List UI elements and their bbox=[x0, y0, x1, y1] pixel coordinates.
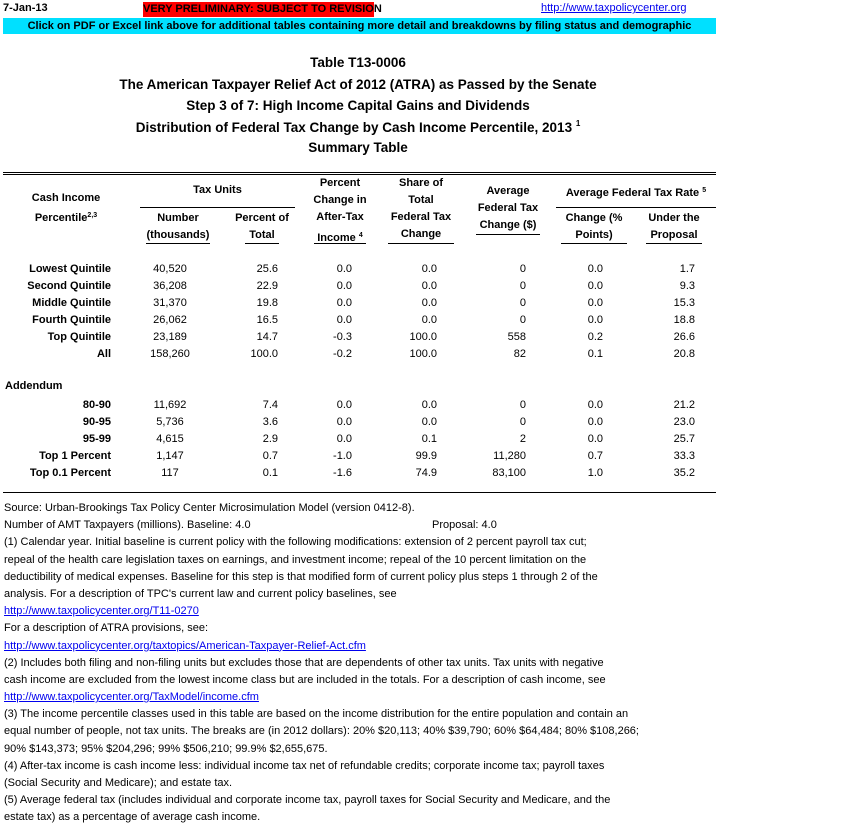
share-cell: 0.0 bbox=[421, 280, 437, 292]
table-row bbox=[0, 448, 716, 465]
table-bottom-rule bbox=[3, 492, 716, 493]
source-note: Source: Urban-Brookings Tax Policy Center Microsimulation Model (version 0412-8). bbox=[4, 502, 415, 514]
pct-change-cell: 0.0 bbox=[336, 314, 352, 326]
col-header-rate-change-2: Points) bbox=[575, 229, 613, 241]
avg-change-cell: 2 bbox=[519, 433, 526, 445]
cash-income-link[interactable]: http://www.taxpolicycenter.org/TaxModel/income.cfm bbox=[4, 691, 259, 704]
col-header-avg-rate: Average Federal Tax Rate $^5$ bbox=[565, 187, 707, 199]
avg-change-cell: 0 bbox=[519, 297, 526, 309]
number-cell: 40,520 bbox=[153, 263, 187, 275]
col-header-number-2: (thousands) bbox=[146, 229, 210, 241]
tpc-home-link[interactable]: http://www.taxpolicycenter.org bbox=[541, 2, 687, 14]
col-header-pct-change-4: Income $^4$ bbox=[317, 232, 363, 244]
table-id-title: Table T13-0006 bbox=[310, 55, 406, 70]
rate-under-underline bbox=[646, 243, 702, 244]
col-header-pct-total-1: Percent of bbox=[235, 212, 289, 224]
table-row bbox=[0, 261, 716, 278]
share-cell: 0.0 bbox=[421, 416, 437, 428]
footnotes bbox=[4, 500, 718, 827]
row-label: 95-99 bbox=[82, 433, 111, 445]
rate-under-cell: 9.3 bbox=[679, 280, 695, 292]
pct-change-cell: 0.0 bbox=[336, 416, 352, 428]
note-5-line-b: estate tax) as a percentage of average cash income. bbox=[4, 811, 261, 824]
rate-change-cell: 0.1 bbox=[587, 348, 603, 360]
table-row bbox=[0, 346, 716, 363]
preliminary-warning-badge: VERY PRELIMINARY: SUBJECT TO REVISION bbox=[143, 3, 382, 15]
avg-change-cell: 0 bbox=[519, 399, 526, 411]
pct-change-cell: -1.6 bbox=[333, 467, 352, 479]
pct-total-cell: 22.9 bbox=[256, 280, 278, 292]
row-label: Fourth Quintile bbox=[32, 314, 111, 326]
rate-change-cell: 0.0 bbox=[587, 263, 603, 275]
table-title-line1: The American Taxpayer Relief Act of 2012 (ATRA) as Passed by the Senate bbox=[119, 77, 597, 92]
row-label: Second Quintile bbox=[27, 280, 111, 292]
baseline-link[interactable]: http://www.taxpolicycenter.org/T11-0270 bbox=[4, 605, 199, 618]
pct-total-cell: 25.6 bbox=[256, 263, 278, 275]
pct-total-cell: 14.7 bbox=[256, 331, 278, 343]
addendum-label: Addendum bbox=[5, 380, 63, 392]
row-label: All bbox=[96, 348, 111, 360]
number-cell: 117 bbox=[161, 467, 179, 479]
avg-change-cell: 11,280 bbox=[493, 450, 526, 462]
share-cell: 0.0 bbox=[421, 399, 437, 411]
note-1-line-b: repeal of the health care legislation taxes on earnings, and investment income; repeal of the 10 percent limitation on the bbox=[4, 553, 587, 566]
col-header-pct-change-1: Percent bbox=[319, 177, 361, 189]
number-cell: 158,260 bbox=[150, 348, 190, 360]
share-cell: 0.0 bbox=[421, 314, 437, 326]
number-cell: 4,615 bbox=[156, 433, 184, 445]
col-header-pct-total-2: Total bbox=[249, 229, 275, 241]
col-header-cash-income: Cash Income bbox=[31, 192, 101, 204]
pct-total-cell: 19.8 bbox=[256, 297, 278, 309]
date-label: 7-Jan-13 bbox=[3, 2, 48, 14]
avg-change-cell: 0 bbox=[519, 314, 526, 326]
pct-change-underline bbox=[314, 243, 366, 244]
row-label: Top 0.1 Percent bbox=[29, 467, 111, 479]
number-cell: 11,692 bbox=[153, 399, 187, 411]
rate-under-cell: 33.3 bbox=[673, 450, 695, 462]
atra-link[interactable]: http://www.taxpolicycenter.org/taxtopics/American-Taxpayer-Relief-Act.cfm bbox=[4, 639, 366, 652]
table-row bbox=[0, 329, 716, 346]
avg-change-underline bbox=[476, 234, 540, 235]
col-header-share-3: Federal Tax bbox=[390, 211, 452, 223]
rate-change-cell: 0.2 bbox=[587, 331, 603, 343]
avg-rate-underline bbox=[556, 207, 716, 208]
pct-change-cell: -0.3 bbox=[333, 331, 352, 343]
rate-under-cell: 25.7 bbox=[673, 433, 695, 445]
table-title-line3: Distribution of Federal Tax Change by Cash Income Percentile, 2013 $^1$ bbox=[135, 119, 581, 135]
col-header-avg-change-3: Change ($) bbox=[479, 219, 537, 231]
note-2-line-a: (2) Includes both filing and non-filing units but excludes those that are dependents of other tax units. Tax units with negative bbox=[4, 656, 604, 669]
table-top-rule bbox=[3, 172, 716, 173]
number-cell: 23,189 bbox=[153, 331, 187, 343]
share-cell: 74.9 bbox=[415, 467, 437, 479]
note-3-line-c: 90% $143,373; 95% $204,296; 99% $506,210; 99.9% $2,655,675. bbox=[4, 742, 328, 755]
col-header-pct-change-2: Change in bbox=[313, 194, 367, 206]
rate-under-cell: 18.8 bbox=[673, 314, 695, 326]
row-label: 80-90 bbox=[82, 399, 111, 411]
amt-note: Number of AMT Taxpayers (millions). Baseline: 4.0 Proposal: 4.0 bbox=[4, 519, 497, 532]
rate-change-cell: 0.0 bbox=[587, 416, 603, 428]
table-title-line4: Summary Table bbox=[308, 140, 408, 155]
note-3-line-a: (3) The income percentile classes used in this table are based on the income distribution for the entire population and contain an bbox=[4, 708, 629, 721]
table-row bbox=[0, 278, 716, 295]
note-1-line-c: deductibility of medical expenses. Baseline for this step is that modified form of current policy plus steps 1 through 2 of the bbox=[4, 570, 598, 583]
rate-change-cell: 0.0 bbox=[587, 297, 603, 309]
share-cell: 100.0 bbox=[409, 348, 437, 360]
avg-change-cell: 0 bbox=[519, 263, 526, 275]
rate-under-cell: 23.0 bbox=[673, 416, 695, 428]
table-title-line2: Step 3 of 7: High Income Capital Gains and Dividends bbox=[186, 98, 530, 113]
note-4-line-a: (4) After-tax income is cash income less: individual income tax net of refundable credits; corporate income tax; payroll taxes bbox=[4, 759, 605, 772]
share-cell: 99.9 bbox=[415, 450, 437, 462]
number-cell: 1,147 bbox=[156, 450, 184, 462]
avg-change-cell: 0 bbox=[519, 416, 526, 428]
col-header-avg-change-2: Federal Tax bbox=[477, 202, 539, 214]
pct-change-cell: -0.2 bbox=[333, 348, 352, 360]
note-4-line-b: (Social Security and Medicare); and estate tax. bbox=[4, 777, 233, 789]
rate-change-cell: 0.7 bbox=[587, 450, 603, 462]
rate-change-underline bbox=[561, 243, 627, 244]
col-header-share-2: Total bbox=[408, 194, 434, 206]
avg-change-cell: 83,100 bbox=[492, 467, 526, 479]
row-label: Lowest Quintile bbox=[29, 263, 111, 275]
atra-note: For a description of ATRA provisions, see: bbox=[4, 622, 208, 635]
rate-change-cell: 1.0 bbox=[587, 467, 603, 479]
pct-total-cell: 100.0 bbox=[250, 348, 278, 360]
table-row bbox=[0, 431, 716, 448]
avg-change-cell: 0 bbox=[519, 280, 526, 292]
share-cell: 0.1 bbox=[421, 433, 437, 445]
pct-change-cell: 0.0 bbox=[336, 263, 352, 275]
pct-total-cell: 7.4 bbox=[262, 399, 278, 411]
row-label: Middle Quintile bbox=[32, 297, 111, 309]
row-label: 90-95 bbox=[82, 416, 111, 428]
pct-total-cell: 0.7 bbox=[262, 450, 278, 462]
col-header-tax-units: Tax Units bbox=[193, 184, 242, 196]
row-label: Top 1 Percent bbox=[39, 450, 111, 462]
rate-under-cell: 15.3 bbox=[673, 297, 695, 309]
rate-change-cell: 0.0 bbox=[587, 399, 603, 411]
table-row bbox=[0, 295, 716, 312]
table-row bbox=[0, 397, 716, 414]
number-cell: 26,062 bbox=[153, 314, 187, 326]
pct-change-cell: 0.0 bbox=[336, 433, 352, 445]
pct-total-cell: 2.9 bbox=[262, 433, 278, 445]
col-header-rate-under-2: Proposal bbox=[650, 229, 698, 241]
pct-total-underline bbox=[245, 243, 279, 244]
rate-under-cell: 1.7 bbox=[679, 263, 695, 275]
table-row bbox=[0, 312, 716, 329]
note-5-line-a: (5) Average federal tax (includes individual and corporate income tax, payroll taxes for Social Security and Medicare, and the bbox=[4, 794, 611, 807]
col-header-share-4: Change bbox=[400, 228, 442, 240]
rate-under-cell: 26.6 bbox=[673, 331, 695, 343]
note-2-line-b: cash income are excluded from the lowest income class but are included in the totals. For a description of cash income, see bbox=[4, 673, 606, 686]
note-1-line-a: (1) Calendar year. Initial baseline is current policy with the following modifications: extension of 2 percent payroll tax cut; bbox=[4, 536, 587, 549]
col-header-rate-under-1: Under the bbox=[648, 212, 700, 224]
rate-under-cell: 21.2 bbox=[673, 399, 695, 411]
rate-change-cell: 0.0 bbox=[587, 433, 603, 445]
col-header-pct-change-3: After-Tax bbox=[316, 211, 364, 223]
avg-change-cell: 558 bbox=[507, 331, 526, 343]
avg-change-cell: 82 bbox=[513, 348, 526, 360]
number-cell: 36,208 bbox=[153, 280, 187, 292]
rate-change-cell: 0.0 bbox=[587, 280, 603, 292]
share-cell: 0.0 bbox=[421, 263, 437, 275]
rate-under-cell: 35.2 bbox=[673, 467, 695, 479]
download-info-banner: Click on PDF or Excel link above for additional tables containing more detail and breakdowns by filing status and demographic bbox=[3, 18, 716, 34]
pct-change-cell: -1.0 bbox=[333, 450, 352, 462]
col-header-number-1: Number bbox=[157, 212, 199, 224]
col-header-avg-change-1: Average bbox=[486, 185, 530, 197]
number-cell: 5,736 bbox=[156, 416, 184, 428]
number-cell: 31,370 bbox=[153, 297, 187, 309]
note-1-line-d: analysis. For a description of TPC's current law and current policy baselines, see bbox=[4, 587, 397, 600]
pct-total-cell: 0.1 bbox=[262, 467, 278, 479]
share-cell: 100.0 bbox=[409, 331, 437, 343]
pct-total-cell: 3.6 bbox=[262, 416, 278, 428]
row-label: Top Quintile bbox=[47, 331, 111, 343]
number-underline bbox=[146, 243, 210, 244]
pct-change-cell: 0.0 bbox=[336, 297, 352, 309]
table-row bbox=[0, 465, 716, 482]
share-underline bbox=[388, 243, 454, 244]
tax-units-underline bbox=[140, 207, 295, 208]
share-cell: 0.0 bbox=[421, 297, 437, 309]
col-header-share-1: Share of bbox=[398, 177, 443, 189]
pct-total-cell: 16.5 bbox=[256, 314, 278, 326]
col-header-rate-change-1: Change (% bbox=[565, 212, 623, 224]
rate-under-cell: 20.8 bbox=[673, 348, 695, 360]
col-header-percentile: Percentile$^{2,3}$ bbox=[34, 212, 98, 224]
table-row bbox=[0, 414, 716, 431]
pct-change-cell: 0.0 bbox=[336, 399, 352, 411]
note-3-line-b: equal number of people, not tax units. The breaks are (in 2012 dollars): 20% $20,113; 40% $39,790; 60% $64,484; 80% $108,266; bbox=[4, 725, 639, 738]
pct-change-cell: 0.0 bbox=[336, 280, 352, 292]
rate-change-cell: 0.0 bbox=[587, 314, 603, 326]
